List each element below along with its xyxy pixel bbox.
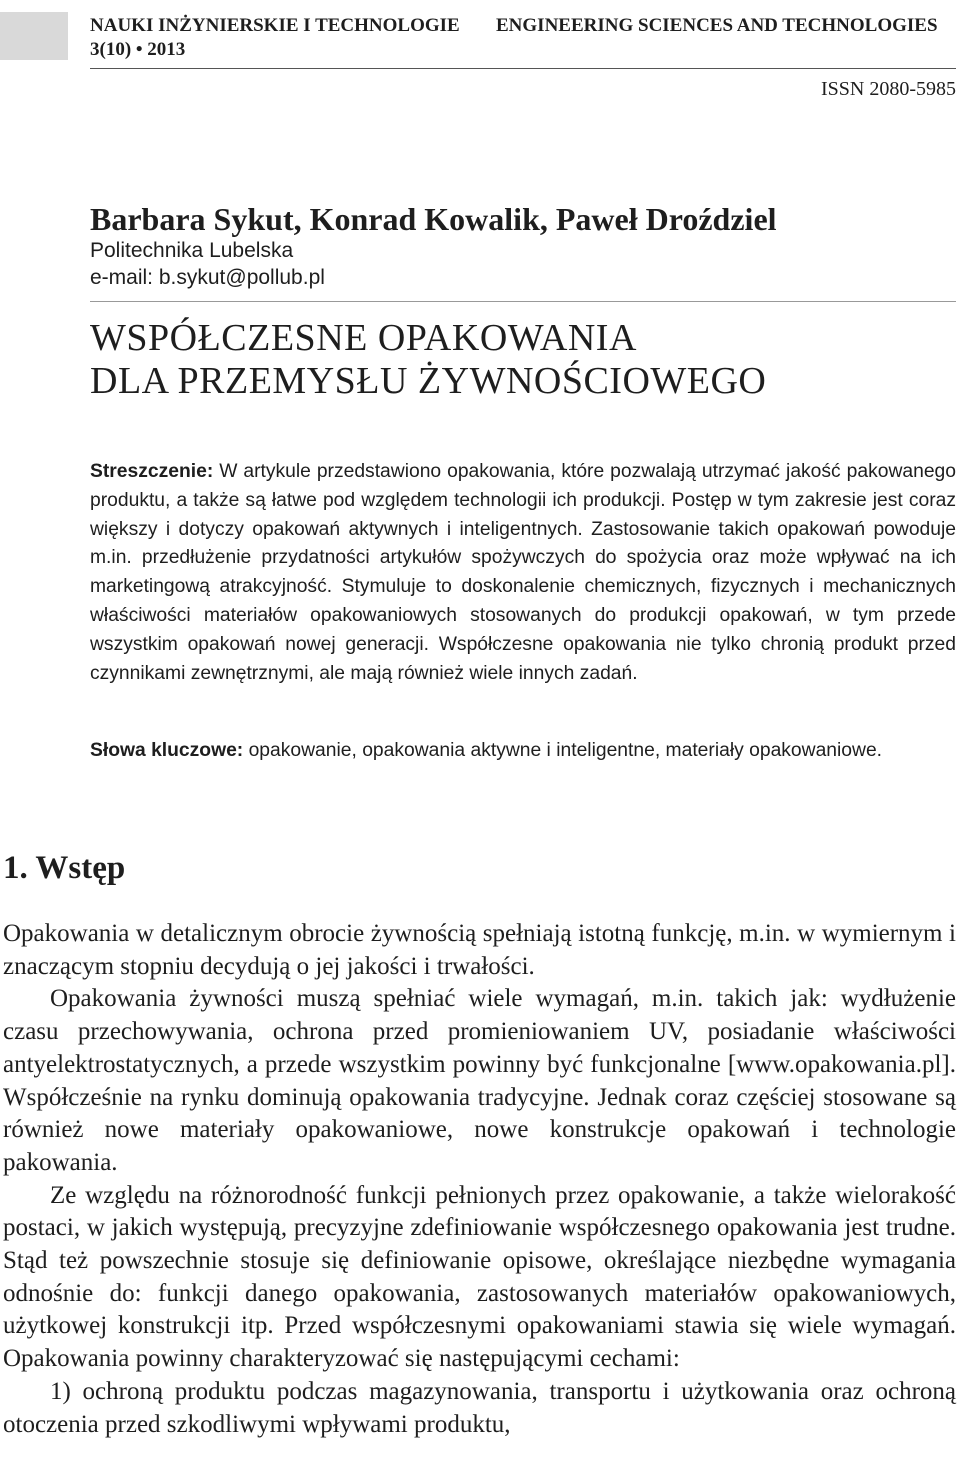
author-affiliation: Politechnika Lubelska xyxy=(90,239,294,262)
article-authors: Barbara Sykut, Konrad Kowalik, Paweł Droździel xyxy=(90,201,777,237)
keywords-text: opakowanie, opakowania aktywne i inteligentne, materiały opakowaniowe. xyxy=(243,740,883,761)
journal-name-english: ENGINEERING SCIENCES AND TECHNOLOGIES xyxy=(496,15,938,36)
journal-issue: 3(10) • 2013 xyxy=(90,39,186,60)
abstract-label: Streszczenie: xyxy=(90,461,214,482)
abstract xyxy=(90,458,956,688)
header-gray-block xyxy=(0,12,68,60)
journal-name-polish: NAUKI INŻYNIERSKIE I TECHNOLOGIE xyxy=(90,15,460,36)
abstract-text: W artykule przedstawiono opakowania, które pozwalają utrzymać jakość pakowanego produktu, a także są łatwe pod względem technologii ich produkcji. Postęp w tym zakresie jest coraz większy i dotyczy opakowań aktywnych i inteligentnych. Zastosowanie takich opakowań powoduje m.in. przedłużenie przydatności artykułów spożywczych do spożycia oraz może wpływać na ich marketingową atrakcyjność. Stymuluje to doskonalenie chemicznych, fizycznych i mechanicznych właściwości materiałów opakowaniowych stosowanych do produkcji opakowań, w tym przede wszystkim opakowań nowej generacji. Współczesne opakowania nie tylko chronią produkt przed czynnikami zewnętrznymi, ale mają również wiele innych zadań. xyxy=(90,461,956,684)
article-title-line-2: DLA PRZEMYSŁU ŻYWNOŚCIOWEGO xyxy=(90,360,767,402)
body-paragraph: Opakowania żywności muszą spełniać wiele wymagań, m.in. takich jak: wydłużenie czasu przechowywania, ochrona przed promieniowaniem UV, posiadanie właściwości antyelektrostatycznych, a przede wszystkim powinny być funkcjonalne [www.opakowania.pl]. Współcześnie na rynku dominują opakowania tradycyjne. Jednak coraz częściej stosowane są również nowe materiały opakowaniowe, nowe konstrukcje opakowań i technologie pakowania. xyxy=(3,985,956,1176)
author-divider xyxy=(90,301,956,302)
keywords xyxy=(90,737,960,765)
body-paragraph: Opakowania w detalicznym obrocie żywnością spełniają istotną funkcję, m.in. w wymiernym i znaczącym stopniu decydują o jej jakości i trwałości. xyxy=(3,920,956,980)
header-divider xyxy=(90,68,956,69)
author-email: e-mail: b.sykut@pollub.pl xyxy=(90,266,325,289)
keywords-label: Słowa kluczowe: xyxy=(90,740,244,761)
issn: ISSN 2080-5985 xyxy=(820,78,956,100)
list-item: 1) ochroną produktu podczas magazynowania, transportu i użytkowania oraz ochroną otoczenia przed szkodliwymi wpływami produktu, xyxy=(3,1377,956,1438)
section-heading-introduction: 1. Wstęp xyxy=(3,850,126,886)
body-paragraph: Ze względu na różnorodność funkcji pełnionych przez opakowanie, a także wielorakość postaci, w jakich występują, precyzyjne zdefiniowanie współczesnego opakowania jest trudne. Stąd też powszechnie stosuje się definiowanie opisowe, określające niezbędne wymagania odnośnie do: funkcji danego opakowania, zastosowanych materiałów opakowaniowych, użytkowej konstrukcji itp. Przed współczesnymi opakowaniami stawia się wiele wymagań. Opakowania powinny charakteryzować się następującymi cechami: xyxy=(3,1181,956,1373)
article-title-line-1: WSPÓŁCZESNE OPAKOWANIA xyxy=(90,317,637,359)
section-body xyxy=(3,918,956,1441)
